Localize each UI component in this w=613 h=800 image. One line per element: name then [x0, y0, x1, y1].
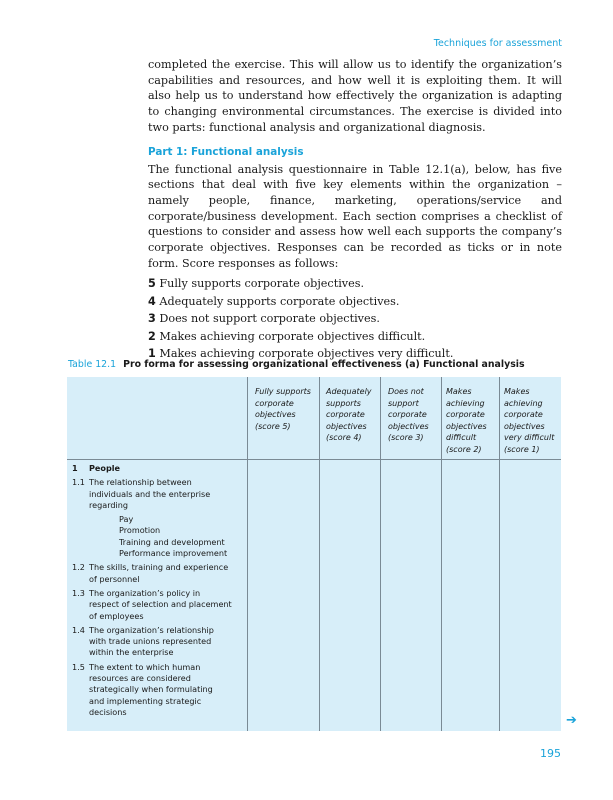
table-row: 1.3 The organization’s policy in respect of selection and placement of employees — [72, 587, 232, 621]
table-row: 1.4 The organization’s relationship with trade unions represented within the enterprise — [72, 624, 214, 658]
column-divider — [499, 377, 500, 731]
table-row: 1.5 The extent to which human resources are considered strategically when formulating and implementing strategic decisions — [72, 661, 213, 717]
subitem-list — [119, 514, 242, 559]
score-item: 4 Adequately supports corporate objectives. — [148, 294, 400, 308]
column-divider — [380, 377, 381, 731]
section-row-people: 1 People — [72, 463, 121, 473]
list-item: Promotion — [119, 525, 161, 536]
column-divider — [441, 377, 442, 731]
table-row: 1.2 The skills, training and experience of personnel — [72, 562, 229, 584]
table-number: Table 12.1 — [68, 359, 117, 370]
intro-paragraph: completed the exercise. This will allow us to identify the organization’s capabilities and resources, and how well it is exploiting them. It will also help us to understand how effectively the organization is adapting to changing environmental circumstances. The exercise is divided into two parts: functional analysis and organizational diagnosis. — [148, 58, 562, 134]
table-rows — [72, 463, 242, 721]
list-item: Pay — [119, 514, 134, 525]
score-item: 5 Fully supports corporate objectives. — [148, 277, 365, 291]
column-divider — [247, 377, 248, 731]
column-header-score-1: Makes achieving corporate objectives very difficult (score 1) — [504, 387, 555, 454]
section-heading: Part 1: Functional analysis — [148, 145, 304, 158]
column-header-score-4: Adequately supports corporate objectives (score 4) — [326, 387, 372, 443]
table-title: Pro forma for assessing organizational effectiveness (a) Functional analysis — [123, 359, 525, 370]
column-header-score-2: Makes achieving corporate objectives difficult (score 2) — [446, 387, 487, 454]
score-item: 1 Makes achieving corporate objectives very difficult. — [148, 347, 454, 361]
running-header: Techniques for assessment — [433, 38, 562, 49]
assessment-table — [67, 377, 561, 731]
page-number: 195 — [540, 747, 561, 760]
score-item: 3 Does not support corporate objectives. — [148, 312, 380, 326]
table-caption — [68, 358, 568, 371]
functional-analysis-paragraph: The functional analysis questionnaire in Table 12.1(a), below, has five sections that deal with five key elements within the organization – namely people, finance, marketing, operations/service and corporate/business development. Each section comprises a checklist of questions to consider and assess how well each supports the company’s corporate objectives. Responses can be recorded as ticks or in note form. Score responses as follows: — [148, 162, 562, 270]
column-header-score-5: Fully supports corporate objectives (score 5) — [255, 387, 311, 431]
header-divider — [67, 459, 561, 460]
list-item: Performance improvement — [119, 548, 228, 559]
table-row: 1.1 The relationship between individuals and the enterprise regarding — [72, 477, 211, 510]
column-divider — [319, 377, 320, 731]
body-text — [148, 57, 562, 363]
score-list — [148, 275, 562, 363]
list-item: Training and development — [119, 536, 225, 547]
column-header-score-3: Does not support corporate objectives (score 3) — [388, 387, 429, 443]
continue-arrow-icon: ➔ — [566, 713, 577, 728]
score-item: 2 Makes achieving corporate objectives difficult. — [148, 329, 426, 343]
